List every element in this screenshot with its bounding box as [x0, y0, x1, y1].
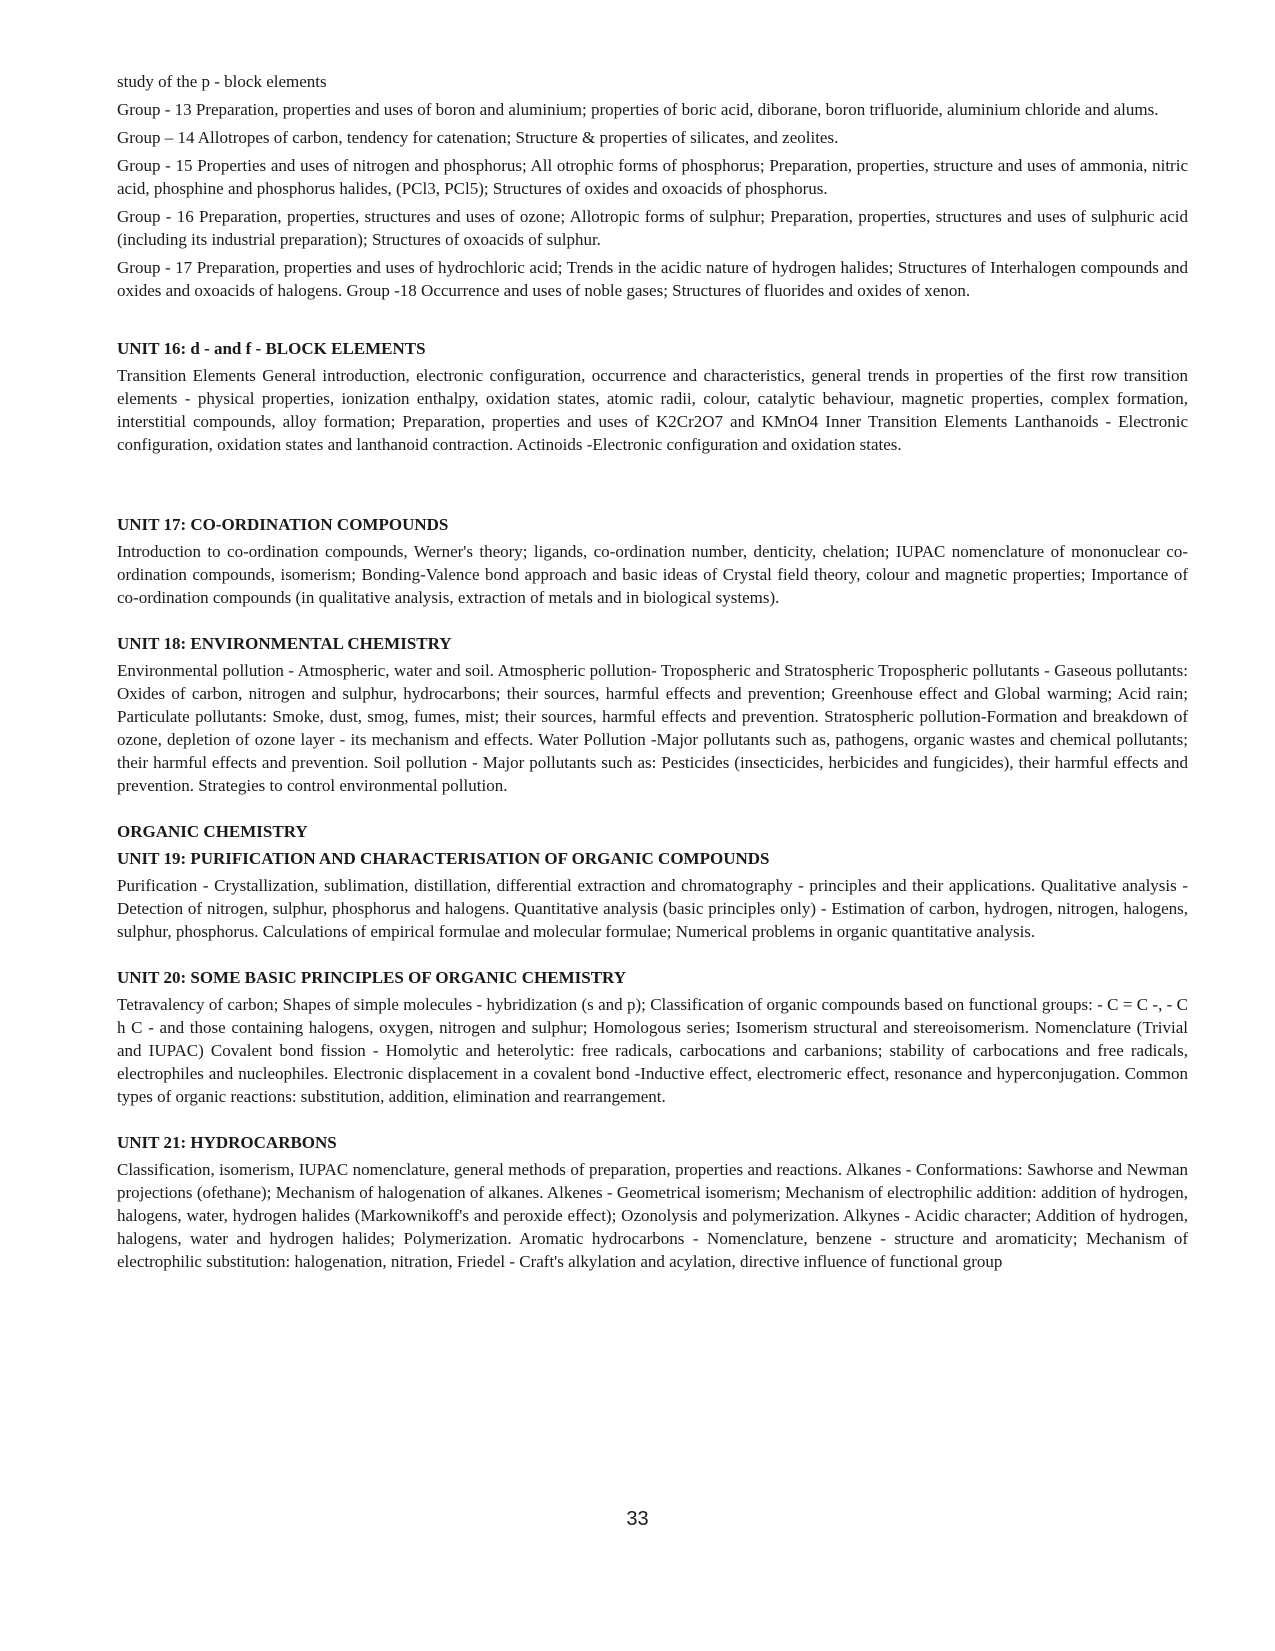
unit-18-heading: UNIT 18: ENVIRONMENTAL CHEMISTRY: [117, 634, 452, 653]
spacer: [117, 307, 1188, 337]
intro-line: study of the p - block elements: [117, 72, 327, 91]
spacer: [117, 802, 1188, 820]
group-16-paragraph: Group - 16 Preparation, properties, structures and uses of ozone; Allotropic forms of sulphur; Preparation, properties, structures and uses of sulphuric acid (including its industrial preparation); Structures of oxoacids of sulphur.: [117, 207, 1188, 249]
spacer: [117, 948, 1188, 966]
spacer: [117, 1113, 1188, 1131]
unit-19-heading: UNIT 19: PURIFICATION AND CHARACTERISATION OF ORGANIC COMPOUNDS: [117, 849, 770, 868]
unit-21-heading: UNIT 21: HYDROCARBONS: [117, 1133, 337, 1152]
group-15-paragraph: Group - 15 Properties and uses of nitrogen and phosphorus; All otrophic forms of phosphorus; Preparation, properties, structure and uses of ammonia, nitric acid, phosphine and phosphorus halides, (PCl3, PCl5); Structures of oxides and oxoacids of phosphorus.: [117, 156, 1188, 198]
organic-chemistry-heading: ORGANIC CHEMISTRY: [117, 822, 308, 841]
unit-16-heading: UNIT 16: d - and f - BLOCK ELEMENTS: [117, 339, 426, 358]
unit-19-body: Purification - Crystallization, sublimation, distillation, differential extraction and chromatography - principles and their applications. Qualitative analysis - Detection of nitrogen, sulphur, phosphorus and halogens. Quantitative analysis (basic principles only) - Estimation of carbon, hydrogen, nitrogen, halogens, sulphur, phosphorus. Calculations of empirical formulae and molecular formulae; Numerical problems in organic quantitative analysis.: [117, 876, 1188, 941]
unit-17-heading: UNIT 17: CO-ORDINATION COMPOUNDS: [117, 515, 449, 534]
spacer: [117, 614, 1188, 632]
unit-20-heading: UNIT 20: SOME BASIC PRINCIPLES OF ORGANIC CHEMISTRY: [117, 968, 626, 987]
document-page: [117, 70, 1188, 1278]
spacer: [117, 461, 1188, 513]
group-13-paragraph: Group - 13 Preparation, properties and uses of boron and aluminium; properties of boric acid, diborane, boron trifluoride, aluminium chloride and alums.: [117, 100, 1159, 119]
unit-20-body: Tetravalency of carbon; Shapes of simple molecules - hybridization (s and p); Classification of organic compounds based on functional groups: - C = C -, - C h C - and those containing halogens, oxygen, nitrogen and sulphur; Homologous series; Isomerism structural and stereoisomerism. Nomenclature (Trivial and IUPAC) Covalent bond fission - Homolytic and heterolytic: free radicals, carbocations and carbanions; stability of carbocations and free radicals, electrophiles and nucleophiles. Electronic displacement in a covalent bond -Inductive effect, electromeric effect, resonance and hyperconjugation. Common types of organic reactions: substitution, addition, elimination and rearrangement.: [117, 995, 1188, 1106]
unit-17-body: Introduction to co-ordination compounds, Werner's theory; ligands, co-ordination number, denticity, chelation; IUPAC nomenclature of mononuclear co-ordination compounds, isomerism; Bonding-Valence bond approach and basic ideas of Crystal field theory, colour and magnetic properties; Importance of co-ordination compounds (in qualitative analysis, extraction of metals and in biological systems).: [117, 542, 1188, 607]
unit-18-body: Environmental pollution - Atmospheric, water and soil. Atmospheric pollution- Tropospheric and Stratospheric Tropospheric pollutants - Gaseous pollutants: Oxides of carbon, nitrogen and sulphur, hydrocarbons; their sources, harmful effects and prevention; Greenhouse effect and Global warming; Acid rain; Particulate pollutants: Smoke, dust, smog, fumes, mist; their sources, harmful effects and prevention. Stratospheric pollution-Formation and breakdown of ozone, depletion of ozone layer - its mechanism and effects. Water Pollution -Major pollutants such as, pathogens, organic wastes and chemical pollutants; their harmful effects and prevention. Soil pollution - Major pollutants such as: Pesticides (insecticides, herbicides and fungicides), their harmful effects and prevention. Strategies to control environmental pollution.: [117, 661, 1188, 795]
page-number: 33: [626, 1508, 649, 1530]
unit-21-body: Classification, isomerism, IUPAC nomenclature, general methods of preparation, properties and reactions. Alkanes - Conformations: Sawhorse and Newman projections (ofethane); Mechanism of halogenation of alkanes. Alkenes - Geometrical isomerism; Mechanism of electrophilic addition: addition of hydrogen, halogens, water, hydrogen halides (Markownikoff's and peroxide effect); Ozonolysis and polymerization. Alkynes - Acidic character; Addition of hydrogen, halogens, water and hydrogen halides; Polymerization. Aromatic hydrocarbons - Nomenclature, benzene - structure and aromaticity; Mechanism of electrophilic substitution: halogenation, nitration, Friedel - Craft's alkylation and acylation, directive influence of functional group: [117, 1160, 1188, 1271]
group-14-paragraph: Group – 14 Allotropes of carbon, tendency for catenation; Structure & properties of silicates, and zeolites.: [117, 128, 839, 147]
group-17-paragraph: Group - 17 Preparation, properties and uses of hydrochloric acid; Trends in the acidic nature of hydrogen halides; Structures of Interhalogen compounds and oxides and oxoacids of halogens. Group -18 Occurrence and uses of noble gases; Structures of fluorides and oxides of xenon.: [117, 258, 1188, 300]
unit-16-body: Transition Elements General introduction, electronic configuration, occurrence and characteristics, general trends in properties of the first row transition elements - physical properties, ionization enthalpy, oxidation states, atomic radii, colour, catalytic behaviour, magnetic properties, complex formation, interstitial compounds, alloy formation; Preparation, properties and uses of K2Cr2O7 and KMnO4 Inner Transition Elements Lanthanoids - Electronic configuration, oxidation states and lanthanoid contraction. Actinoids -Electronic configuration and oxidation states.: [117, 366, 1188, 454]
